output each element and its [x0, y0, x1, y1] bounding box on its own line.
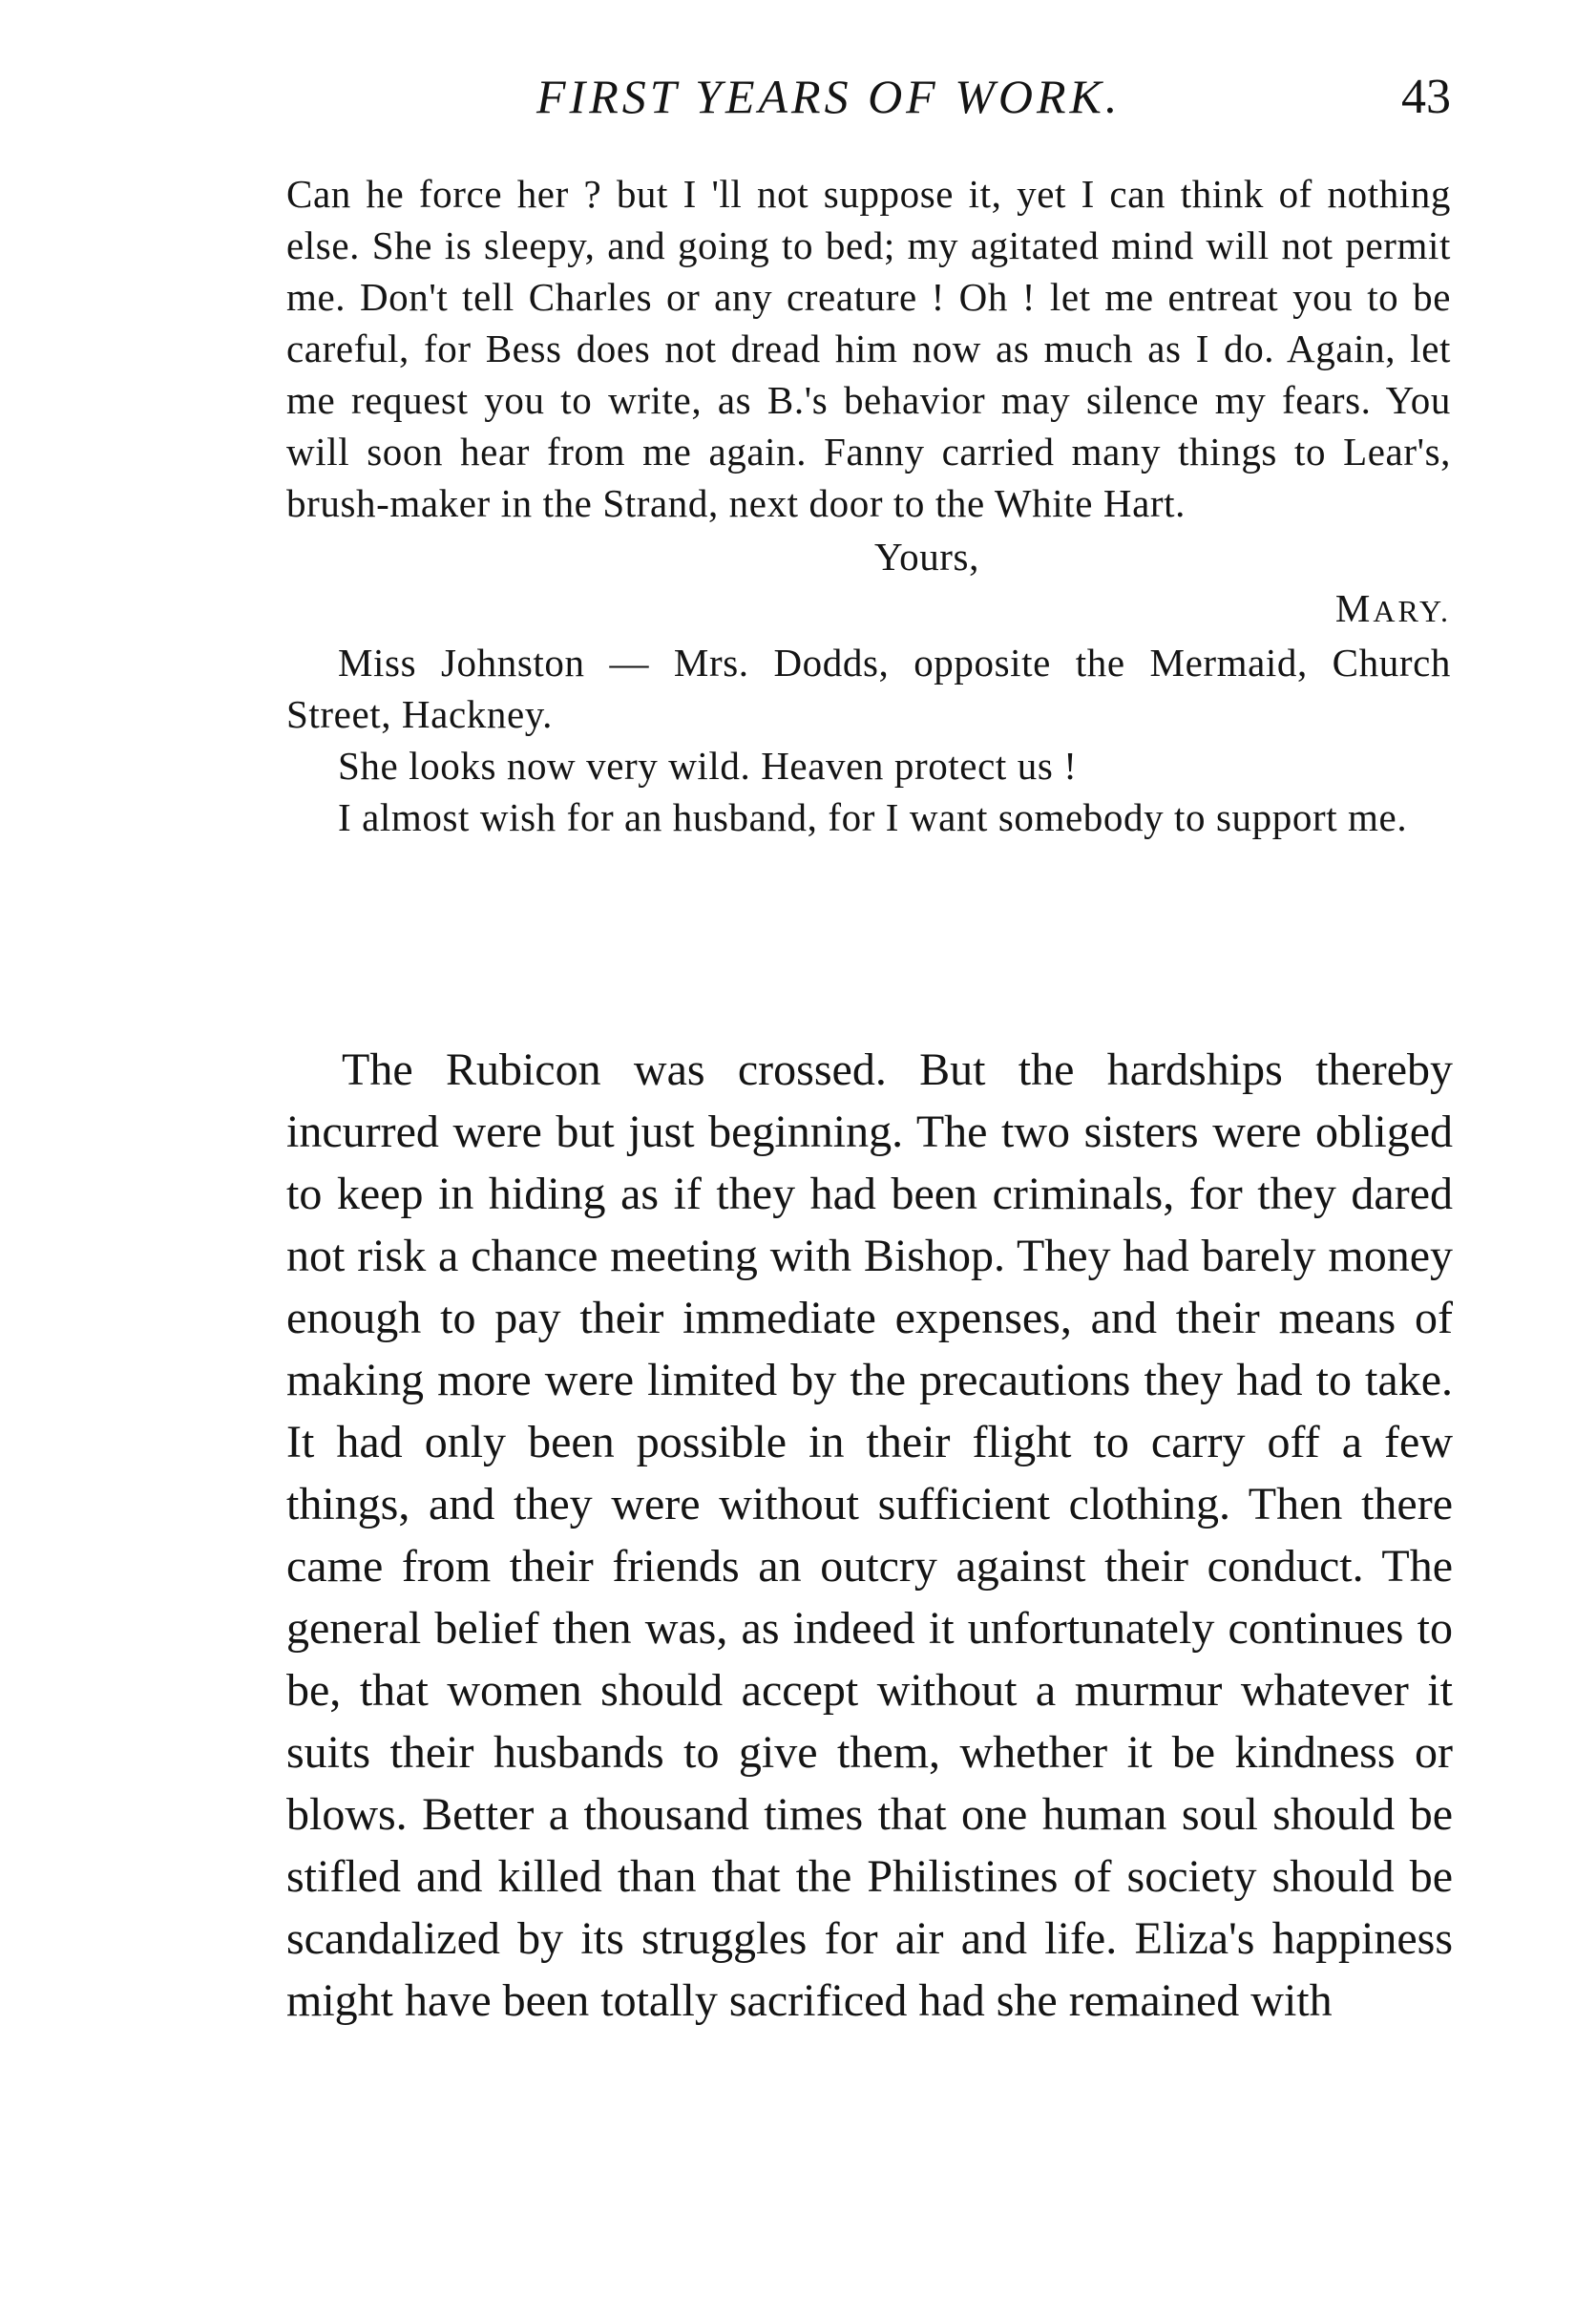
running-header	[286, 69, 1451, 136]
letter-closing: Yours,	[874, 535, 979, 579]
signature-rest: ARY.	[1373, 594, 1451, 628]
running-title: FIRST YEARS OF WORK.	[536, 70, 1122, 123]
postscript-address: Miss Johnston — Mrs. Dodds, opposite the Mermaid, Church Street, Hackney.	[286, 641, 1451, 736]
signature-initial: M	[1334, 586, 1374, 630]
postscript-wild: She looks now very wild. Heaven protect us !	[338, 744, 1078, 788]
letter-paragraph: Can he force her ? but I 'll not suppose it, yet I can think of nothing else. She is sleepy, and going to bed; my agitated mind will not permit me. Don't tell Charles or any creature ! Oh ! let me entreat you to be careful, for Bess does not dread him now as much as I do. Again, let me request you to write, as B.'s behavior may silence my fears. You will soon hear from me again. Fanny carried many things to Lear's, brush-maker in the Strand, next door to the White Hart.	[286, 172, 1451, 525]
page-number: 43	[1401, 70, 1451, 124]
body-paragraph: The Rubicon was crossed. But the hardships thereby incurred were but just beginning. The two sisters were obliged to keep in hiding as if they had been criminals, for they dared not risk a chance meeting with Bishop. They had barely money enough to pay their immediate expenses, and their means of making more were limited by the precautions they had to take. It had only been possible in their flight to carry off a few things, and they were without sufficient clothing. Then there came from their friends an outcry against their conduct. The general belief then was, as indeed it unfortunately continues to be, that women should accept without a murmur whatever it suits their husbands to give them, whether it be kindness or blows. Better a thousand times that one human soul should be stifled and killed than that the Philistines of society should be scandalized by its struggles for air and life. Eliza's happiness might have been totally sacrificed had she remained with	[286, 1044, 1453, 2026]
letter-signature	[286, 582, 1451, 637]
postscript-husband: I almost wish for an husband, for I want somebody to support me.	[338, 795, 1408, 839]
quoted-letter	[286, 168, 1451, 843]
body-text	[286, 1039, 1453, 2032]
